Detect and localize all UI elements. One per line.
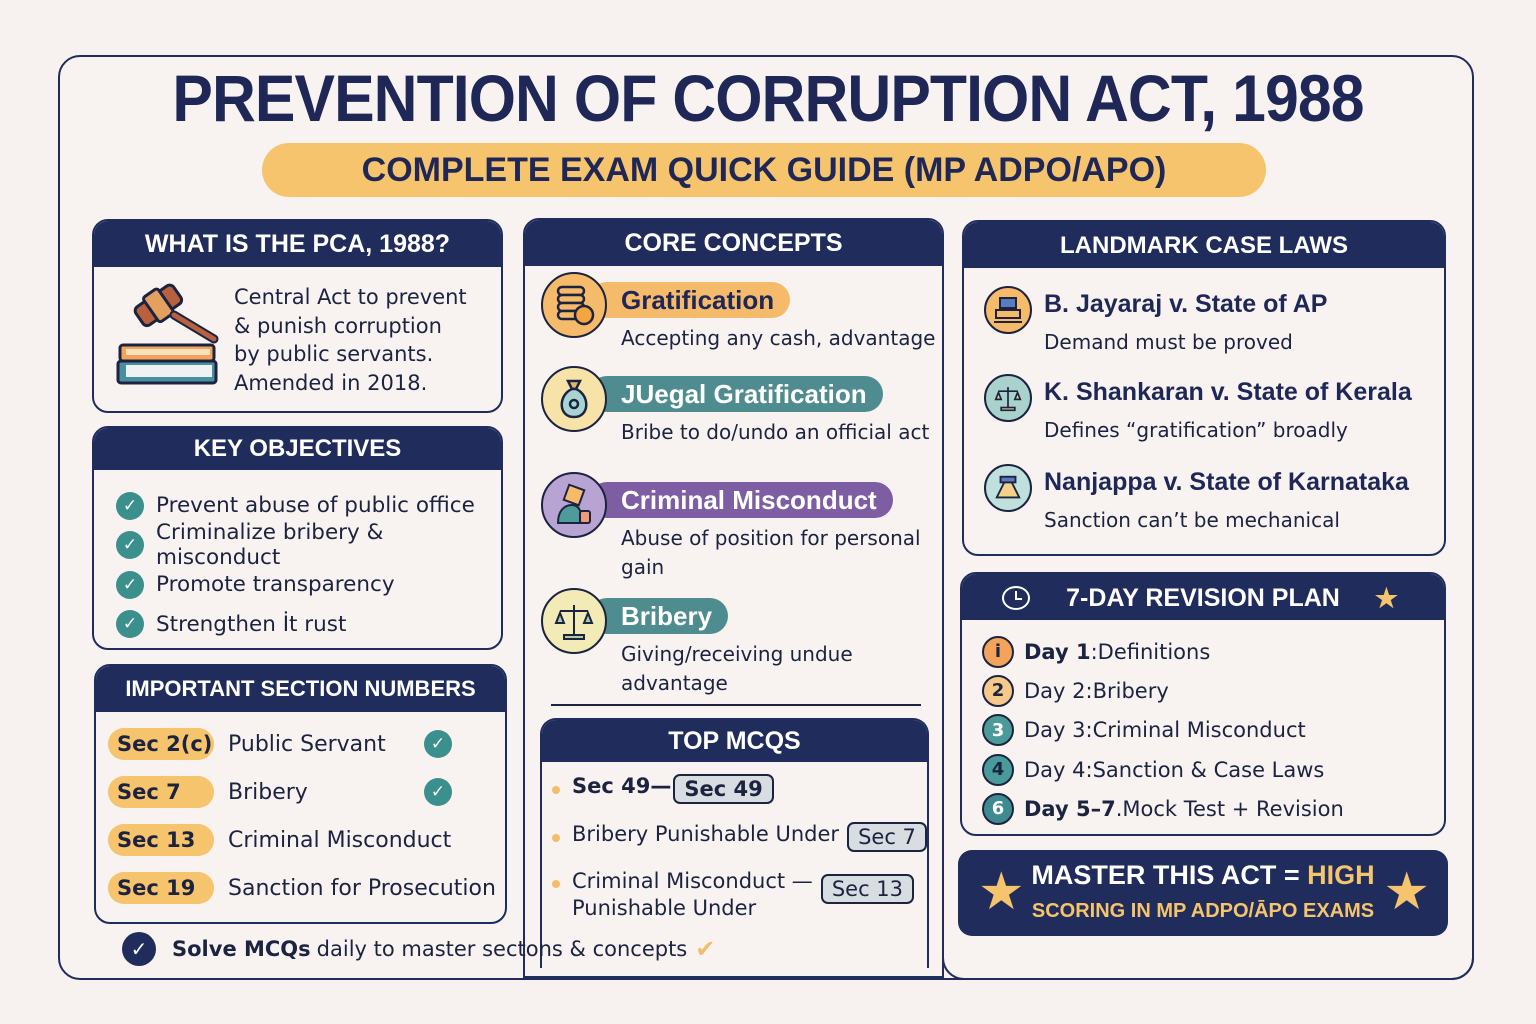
- scales-icon: [984, 374, 1032, 422]
- day-badge-icon: 3: [982, 714, 1014, 746]
- plan-item: i Day 1 : Definitions: [982, 632, 1444, 671]
- section-badge: Sec 13: [108, 824, 214, 856]
- bullet-icon: [552, 786, 560, 794]
- star-icon: ★: [978, 862, 1025, 922]
- section-badge: Sec 19: [108, 872, 214, 904]
- concept-desc: Bribe to do/undo an official act: [621, 420, 930, 444]
- bullet-icon: [552, 880, 560, 888]
- concept-title: JUegal Gratification: [589, 376, 883, 412]
- page-title: PREVENTION OF CORRUPTION ACT, 1988: [172, 61, 1364, 135]
- section-row: Sec 13 Criminal Misconduct: [108, 824, 498, 856]
- concept-desc: Giving/receiving undue advantage: [621, 642, 853, 695]
- money-bag-icon: [541, 366, 607, 432]
- footer-note: ✓ Solve MCQs daily to master sectons & concepts ✔: [122, 932, 715, 966]
- mcq-answer-tag: Sec 49: [673, 774, 773, 804]
- core-concepts-heading: CORE CONCEPTS: [525, 220, 942, 266]
- revision-plan-card: [960, 572, 1446, 836]
- concept-desc: Abuse of position for personal gain: [621, 526, 921, 579]
- objective-item: ✓ Prevent abuse of public office: [116, 486, 501, 526]
- star-icon: ★: [1374, 583, 1398, 613]
- plan-item: 3 Day 3 : Criminal Misconduct: [982, 711, 1444, 750]
- key-objectives-heading: KEY OBJECTIVES: [94, 428, 501, 470]
- coins-icon: [541, 272, 607, 338]
- day-badge-icon: i: [982, 636, 1014, 668]
- concept-title: Gratification: [589, 282, 790, 318]
- what-is-card: [92, 219, 503, 413]
- star-icon: ★: [1383, 862, 1430, 922]
- concept-title: Criminal Misconduct: [589, 482, 893, 518]
- check-circle-icon: ✓: [122, 932, 156, 966]
- mcq-answer-tag: Sec 13: [821, 874, 914, 904]
- check-icon: ✓: [116, 610, 144, 638]
- misconduct-person-icon: [541, 472, 607, 538]
- concept-desc: Accepting any cash, advantage: [621, 326, 936, 350]
- check-icon: ✓: [424, 730, 452, 758]
- check-icon: ✓: [116, 492, 144, 520]
- day-badge-icon: 4: [982, 754, 1014, 786]
- cta-banner: ★ MASTER THIS ACT = HIGH SCORING IN MP ADPO/ĀPO EXAMS ★: [958, 850, 1448, 936]
- mcq-answer-tag: Sec 7: [847, 822, 927, 852]
- section-row: Sec 19 Sanction for Prosecution: [108, 872, 498, 904]
- section-row: Sec 7 Bribery ✓: [108, 776, 498, 808]
- plan-item: 4 Day 4 : Sanction & Case Laws: [982, 750, 1444, 789]
- page-subtitle: COMPLETE EXAM QUICK GUIDE (MP ADPO/APO): [262, 143, 1266, 197]
- top-mcqs-card: [540, 718, 929, 968]
- top-mcqs-heading: TOP MCQS: [542, 720, 927, 762]
- section-numbers-card: [94, 664, 507, 924]
- check-icon: ✓: [116, 531, 144, 559]
- case-laws-heading: LANDMARK CASE LAWS: [964, 222, 1444, 268]
- mcq-item: Bribery Punishable Under Sec 7: [552, 822, 927, 852]
- section-row: Sec 2(c) Public Servant ✓: [108, 728, 498, 760]
- section-badge: Sec 2(c): [108, 728, 214, 760]
- section-numbers-heading: IMPORTANT SECTION NUMBERS: [96, 666, 505, 712]
- bullet-icon: [552, 834, 560, 842]
- divider: [551, 704, 921, 706]
- check-icon: ✓: [116, 571, 144, 599]
- concept-title: Bribery: [589, 598, 728, 634]
- day-badge-icon: 2: [982, 675, 1014, 707]
- scales-icon: [541, 588, 607, 654]
- plan-item: 6 Day 5–7 . Mock Test + Revision: [982, 789, 1444, 828]
- day-badge-icon: 6: [982, 793, 1014, 825]
- what-is-heading: WHAT IS THE PCA, 1988?: [94, 221, 501, 267]
- key-objectives-card: [92, 426, 503, 650]
- plan-item: 2 Day 2 : Bribery: [982, 671, 1444, 710]
- revision-plan-heading: 7-DAY REVISION PLAN: [1066, 584, 1340, 612]
- objective-item: ✓ Criminalize bribery & misconduct: [116, 526, 501, 566]
- section-badge: Sec 7: [108, 776, 214, 808]
- clock-icon: [1002, 586, 1030, 610]
- revision-plan-header: [962, 574, 1444, 620]
- court-desk-icon: [984, 286, 1032, 334]
- mcq-item: Sec 49— Sec 49: [552, 774, 774, 804]
- case-laws-card: LANDMARK CASE LAWS B. Jayaraj v. State of AP Demand must be proved K. Shankaran v. State of Kerala Defines “gratification” broadly Nanjappa v. State of Karnataka Sanction can’t be mechanical: [962, 220, 1446, 556]
- mcq-item: Criminal Misconduct — Punishable Under Sec 13: [552, 868, 914, 922]
- what-is-description: Central Act to prevent & punish corruption by public servants. Amended in 2018.: [234, 285, 467, 395]
- objective-item: ✓ Strengthen İt rust: [116, 605, 501, 645]
- sanction-icon: [984, 464, 1032, 512]
- checkmark-icon: ✔: [695, 935, 716, 963]
- check-icon: ✓: [424, 778, 452, 806]
- gavel-books-icon: [116, 281, 228, 393]
- objective-item: ✓ Promote transparency: [116, 565, 501, 605]
